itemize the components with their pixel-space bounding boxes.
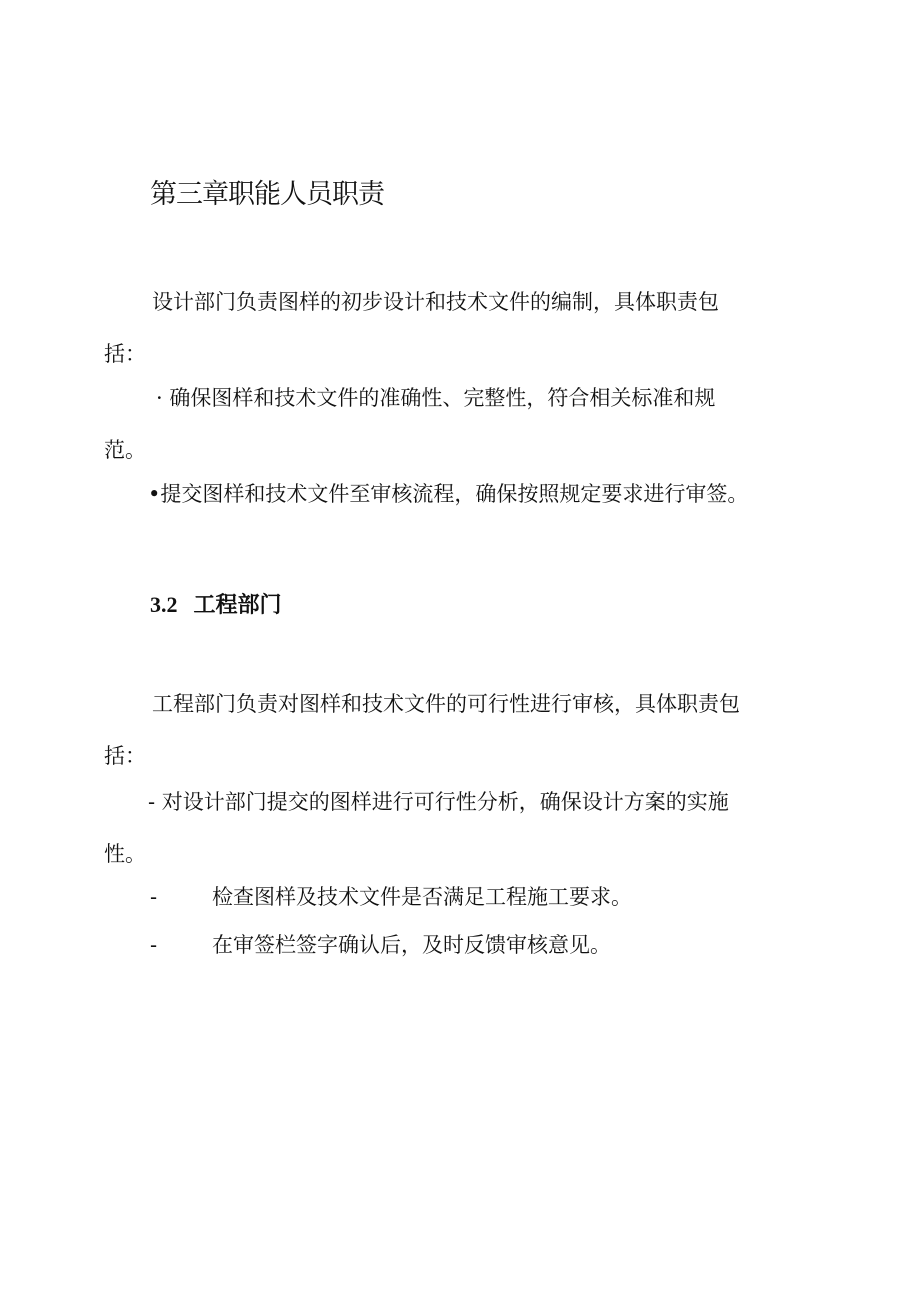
section-number: 3.2: [150, 592, 178, 617]
section-3-2-heading: [150, 588, 282, 619]
design-dept-intro-line1: 设计部门负责图样的初步设计和技术文件的编制，具体职责包: [152, 290, 719, 314]
engineering-dept-item-1: [104, 776, 804, 880]
design-dept-intro-line2: 括：: [104, 342, 146, 366]
dash-marker: -: [150, 885, 158, 909]
engineering-dept-intro-line2: 括：: [104, 744, 146, 768]
engineering-dept-item-3-text: 在审签栏签字确认后，及时反馈审核意见。: [212, 933, 611, 957]
engineering-dept-item-1-line2: 性。: [104, 842, 146, 866]
design-dept-bullet-2-text: •提交图样和技术文件至审核流程，确保按照规定要求进行审签。: [148, 482, 749, 506]
engineering-dept-intro-line1: 工程部门负责对图样和技术文件的可行性进行审核，具体职责包: [152, 692, 740, 716]
design-dept-bullet-1: [104, 372, 804, 476]
section-title: 工程部门: [193, 593, 282, 618]
engineering-dept-item-3: [150, 930, 611, 960]
design-dept-bullet-1-line2: 范。: [104, 438, 146, 462]
chapter-title: 第三章职能人员职责: [150, 179, 384, 210]
engineering-dept-item-1-line1: - 对设计部门提交的图样进行可行性分析，确保设计方案的实施: [148, 790, 729, 814]
design-dept-intro: [104, 276, 804, 380]
design-dept-bullet-2: [104, 468, 804, 520]
engineering-dept-item-2-text: 检查图样及技术文件是否满足工程施工要求。: [212, 885, 632, 909]
engineering-dept-intro: [104, 678, 804, 782]
dash-marker: -: [150, 933, 158, 957]
design-dept-bullet-1-line1: · 确保图样和技术文件的准确性、完整性，符合相关标准和规: [156, 386, 716, 410]
engineering-dept-item-2: [150, 882, 632, 912]
